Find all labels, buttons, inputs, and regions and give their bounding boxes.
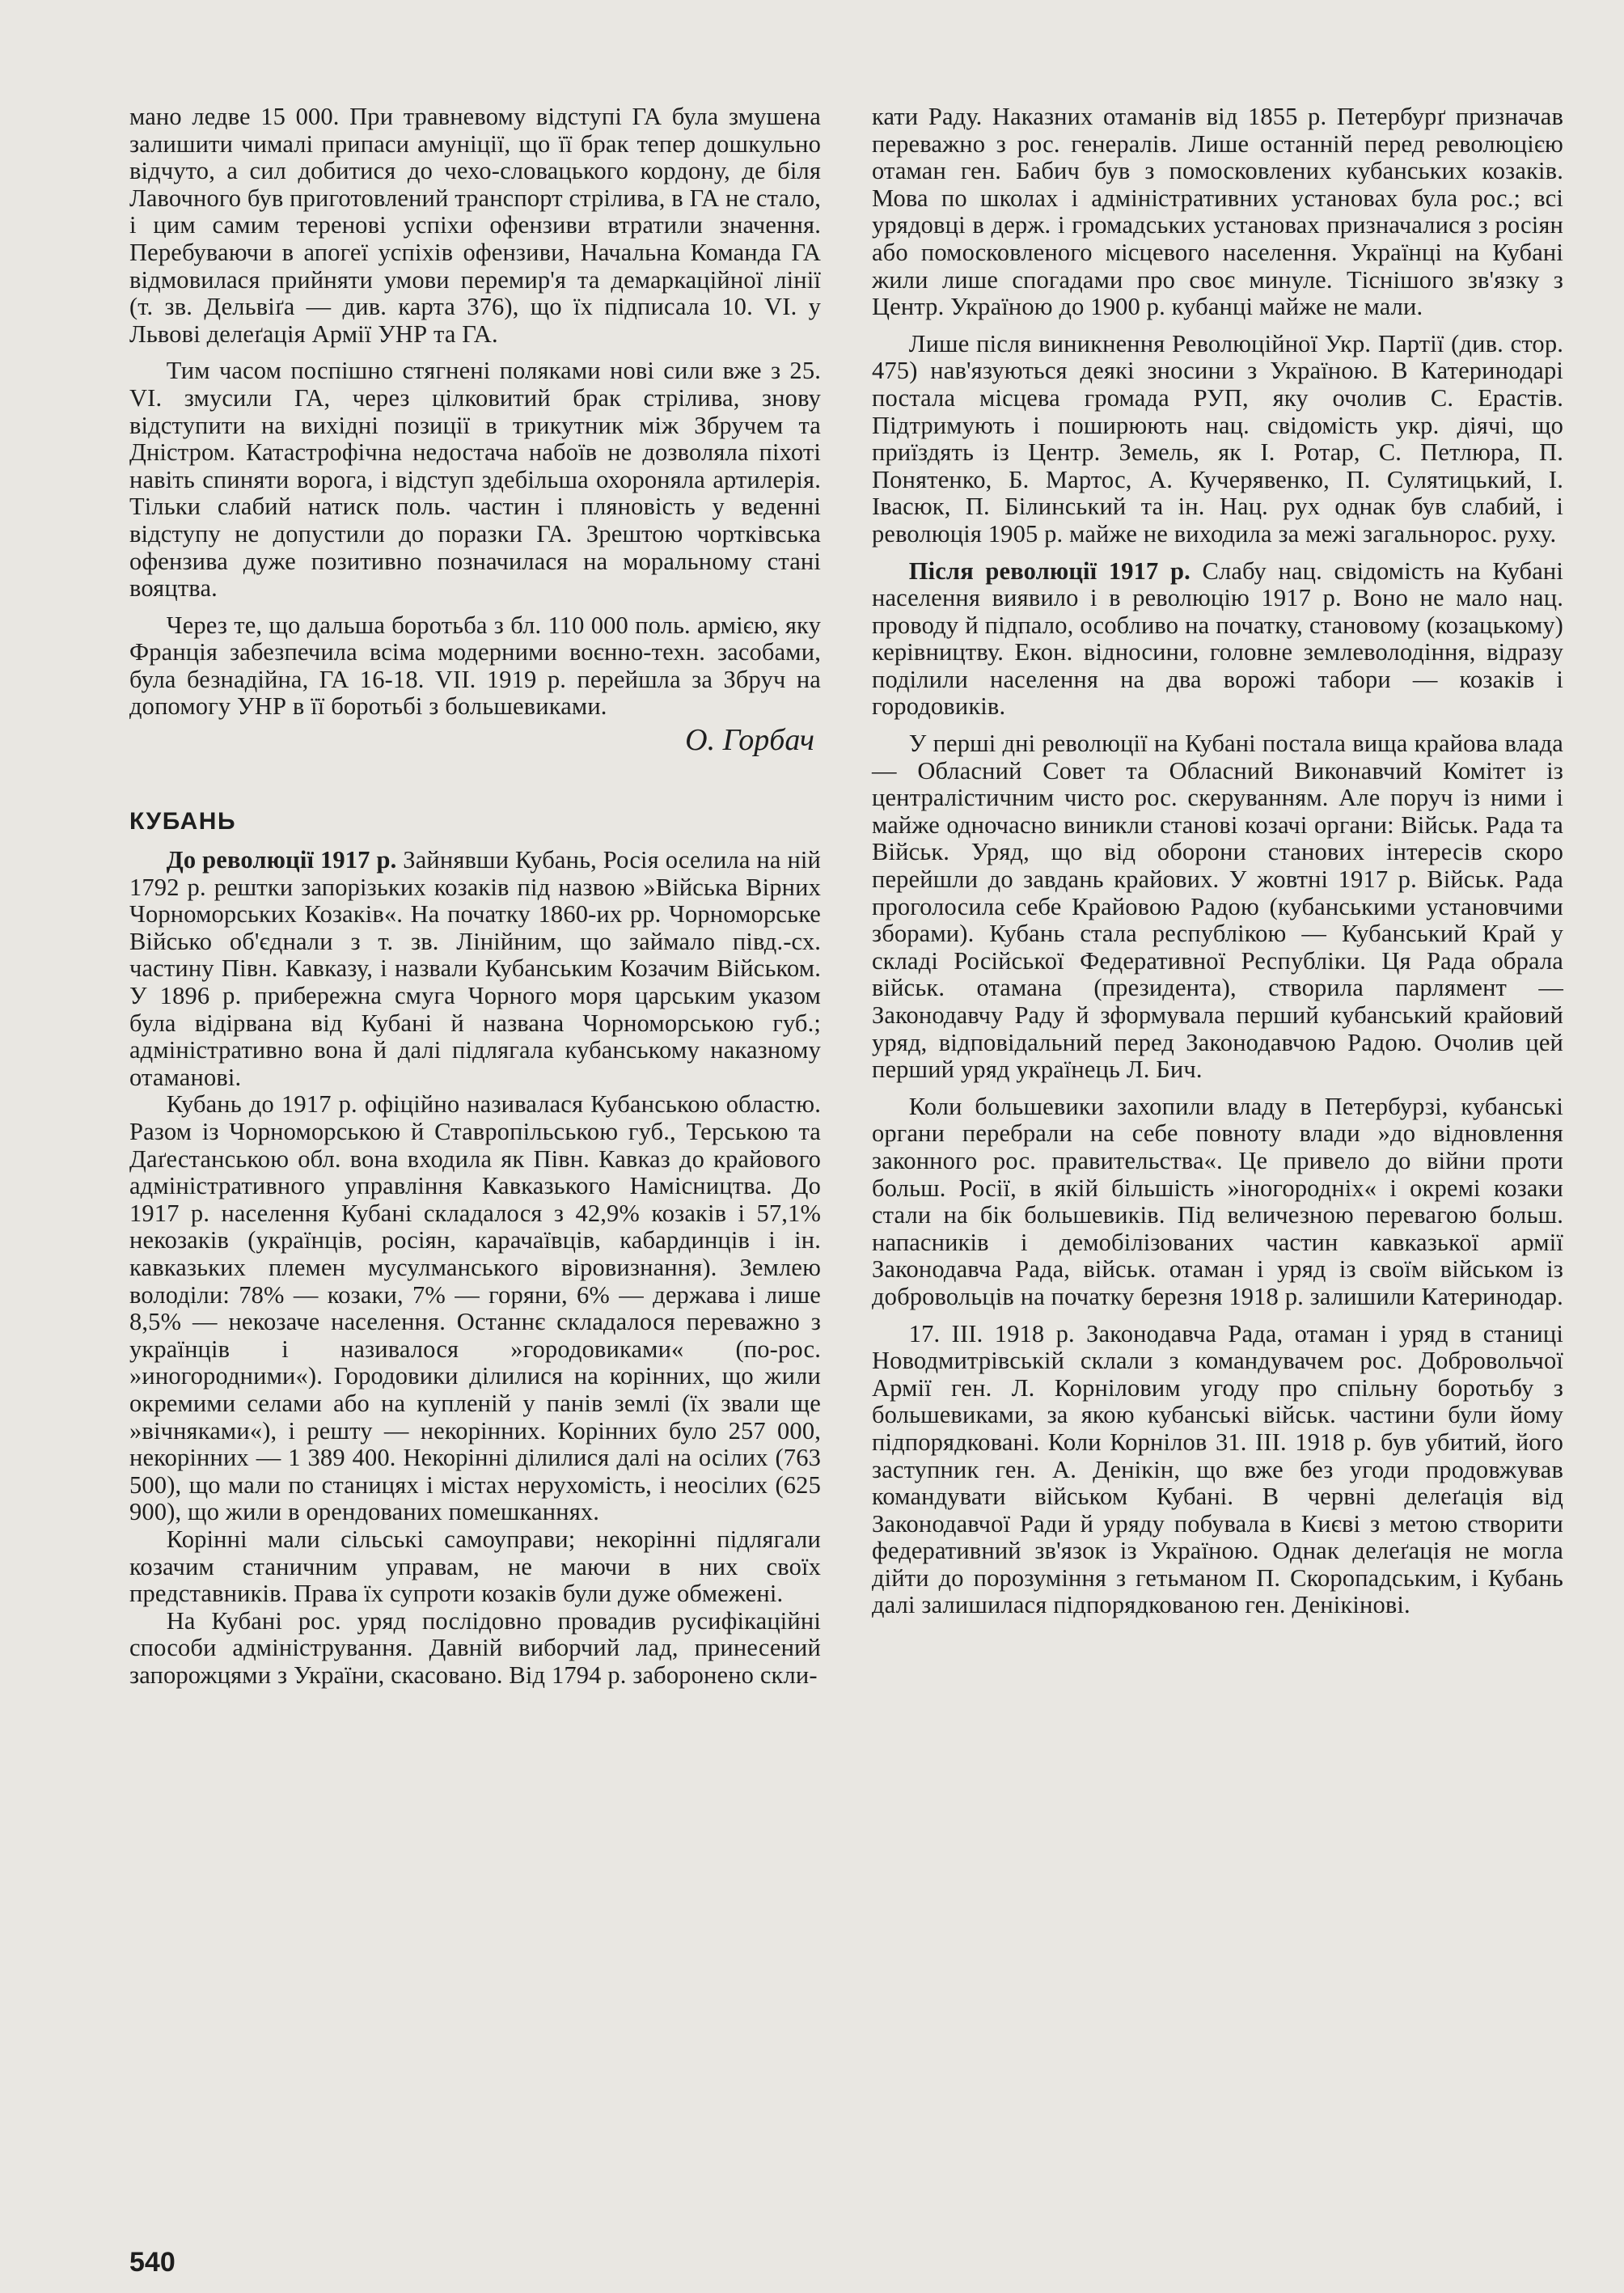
paragraph: Коли большевики захопили владу в Петербурзі, кубанські органи перебрали на себе повноту влади »до відновлення законного рос. правительства«. Це привело до війни проти больш. Росії, в якій більшість »іногородніх« і окремі козаки стали на бік большевиків. Під величезною перевагою больш. напасників і демобілізованих частин кавказької армії Законодавча Рада, військ. отаман і уряд із своїм військом із добровольців на початку березня 1918 р. залишили Катеринодар. (872, 1092, 1563, 1310)
paragraph: Корінні мали сільські самоуправи; некорінні підлягали козачим станичним управам, не маючи в них своїх представників. Права їх супроти козаків були дуже обмежені. (129, 1525, 821, 1608)
paragraph: кати Раду. Наказних отаманів від 1855 р. Петербурґ призначав переважно з рос. генералів. Лише останній перед революцією отаман ген. Бабич був з помосковлених кубанських козаків. Мова по школах і адміністративних установах була рос.; всі урядовці в держ. і громадських установах призначалися з росіян або помосковленого місцевого населення. Українці на Кубані жили лише спогадами про своє минуле. Тіснішого зв'язку з Центр. Україною до 1900 р. кубанці майже не мали. (872, 103, 1563, 321)
paragraph: Лише після виникнення Революційної Укр. Партії (див. стор. 475) нав'язуються деякі зносини з Україною. В Катеринодарі постала місцева громада РУП, яку очолив С. Ерастів. Підтримують і поширюють нац. свідомість укр. діячі, що приїздять із Центр. Земель, як І. Ротар, С. Петлюра, П. Понятенко, Б. Мартос, А. Кучерявенко, П. Сулятицький, І. Івасюк, П. Білинський та ін. Нац. рух однак був слабий, і революція 1905 р. майже не виходила за межі загальнорос. руху. (872, 329, 1563, 548)
section-heading: КУБАНЬ (129, 808, 237, 836)
right-column (872, 104, 1563, 1619)
page-number: 540 (129, 2247, 176, 2278)
author-signature: О. Горбач (685, 723, 814, 758)
paragraph: На Кубані рос. уряд послідовно провадив русифікаційні способи адміністрування. Давній виборчий лад, принесений запорожцями з України, скасовано. Від 1794 р. заборонено скли- (129, 1606, 821, 1689)
paragraph-lead: До революції 1917 р. (166, 846, 397, 874)
paragraph: Через те, що дальша боротьба з бл. 110 000 поль. армією, яку Франція забезпечила всіма модерними воєнно-техн. засобами, була безнадійна, ГА 16-18. VII. 1919 р. перейшла за Збруч на допомогу УНР в її боротьбі з большевиками. (129, 611, 821, 721)
paragraph: Тим часом поспішно стягнені поляками нові сили вже з 25. VI. змусили ГА, через цілковитий брак стрілива, знову відступити на вихідні позиції в трикутник між Збручем та Дністром. Катастрофічна недостача набоїв не дозволяла піхоті навіть спиняти ворога, і відступ здебільша охороняла артилерія. Тільки слабий натиск поль. частин і пляновість у веденні відступу не допустили до поразки ГА. Зрештою чортківська офензива дуже позитивно позначилася на моральному стані вояцтва. (129, 357, 821, 603)
paragraph (129, 847, 821, 1091)
paragraph: 17. III. 1918 р. Законодавча Рада, отаман і уряд в станиці Новодмитрівській склали з командувачем рос. Добровольчої Армії ген. Л. Корніловим угоду про спільну боротьбу з большевиками, за якою кубанські військ. частини були йому підпорядковані. Коли Корнілов 31. III. 1918 р. був убитий, його заступник ген. А. Денікін, що вже без угоди продовжував командувати військом Кубані. В червні делеґація від Законодавчої Ради й уряду побувала в Києві з метою створити федеративний зв'язок із Україною. Однак делеґація не могла дійти до порозуміння з гетьманом П. Скоропадським, і Кубань далі залишилася підпорядкованою ген. Денікінові. (872, 1319, 1563, 1619)
paragraph (872, 558, 1563, 721)
paragraph-text: Слабу нац. свідомість на Кубані населення виявило і в революцію 1917 р. Воно не мало нац. проводу й підпало, особливо на початку, становому (козацькому) керівництву. Екон. відносини, головне землеволодіння, відразу поділили населення на два ворожі табори — козаків і городовиків. (872, 556, 1564, 721)
paragraph-lead: Після революції 1917 р. (908, 556, 1191, 585)
left-column (129, 104, 821, 1689)
paragraph-text: Зайнявши Кубань, Росія оселила на ній 1792 р. рештки запорізьких козаків під назвою »Війська Вірних Чорноморських Козаків«. На початку 1860-их рр. Чорноморське Військо об'єднали з т. зв. Лінійним, що займало півд.-сх. частину Півн. Кавказу, і назвали Кубанським Козачим Військом. У 1896 р. прибережна смуга Чорного моря царським указом була відірвана від Кубані й названа Чорноморською губ.; адміністративно вона й далі підлягала кубанському наказному отаманові. (129, 846, 822, 1091)
paragraph: Кубань до 1917 р. офіційно називалася Кубанською областю. Разом із Чорноморською й Ставропільською губ., Терською та Даґестанською обл. вона входила як Півн. Кавказ до крайового адміністративного управління Кавказького Намісництва. До 1917 р. населення Кубані складалося з 42,9% козаків і 57,1% некозаків (українців, росіян, карачаївців, кабардинців і ін. кавказьких племен мусулманського віровизнання). Землею володіли: 78% — козаки, 7% — горяни, 6% — держава і лише 8,5% — некозаче населення. Останнє складалося переважно з українців і називалося »городовиками« (по-рос. »иногородними«). Городовики ділилися на корінних, що жили окремими селами або на купленій у панів землі (їх звали ще »вічняками«), і решту — некорінних. Корінних було 257 000, некорінних — 1 389 400. Некорінні ділилися далі на осілих (763 500), що мали по станицях і містах нерухомість, і неосілих (625 900), що жили в орендованих помешканнях. (129, 1090, 821, 1526)
paragraph: У перші дні революції на Кубані постала вища крайова влада — Обласний Совет та Обласний Виконавчий Комітет із централістичним чисто рос. скеруванням. Але поруч із ними і майже одночасно виникли станові козачі органи: Військ. Рада та Військ. Уряд, що від оборони станових інтересів скоро перейшли до завдань крайових. У жовтні 1917 р. Військ. Рада проголосила себе Крайовою Радою (кубанськими установчими зборами). Кубань стала республікою — Кубанський Край у складі Російської Федеративної Республіки. Ця Рада обрала військ. отамана (президента), створила парлямент — Законодавчу Раду й зформувала перший кубанський крайовий уряд, відповідальний перед Законодавчою Радою. Очолив цей перший уряд українець Л. Бич. (872, 730, 1563, 1084)
paragraph: мано ледве 15 000. При травневому відступі ГА була змушена залишити чималі припаси амуніції, що її брак тепер дошкульно відчуто, а сил добитися до чехо-словацького кордону, де біля Лавочного був приготовлений транспорт стрілива, в ГА не стало, і цим самим теренові успіхи офензиви втратили значення. Перебуваючи в апогеї успіхів офензиви, Начальна Команда ГА відмовилася прийняти умови перемир'я та демаркаційної лінії (т. зв. Дельвіґа — див. карта 376), що їх підписала 10. VI. у Львові делеґація Армії УНР та ГА. (129, 103, 821, 348)
